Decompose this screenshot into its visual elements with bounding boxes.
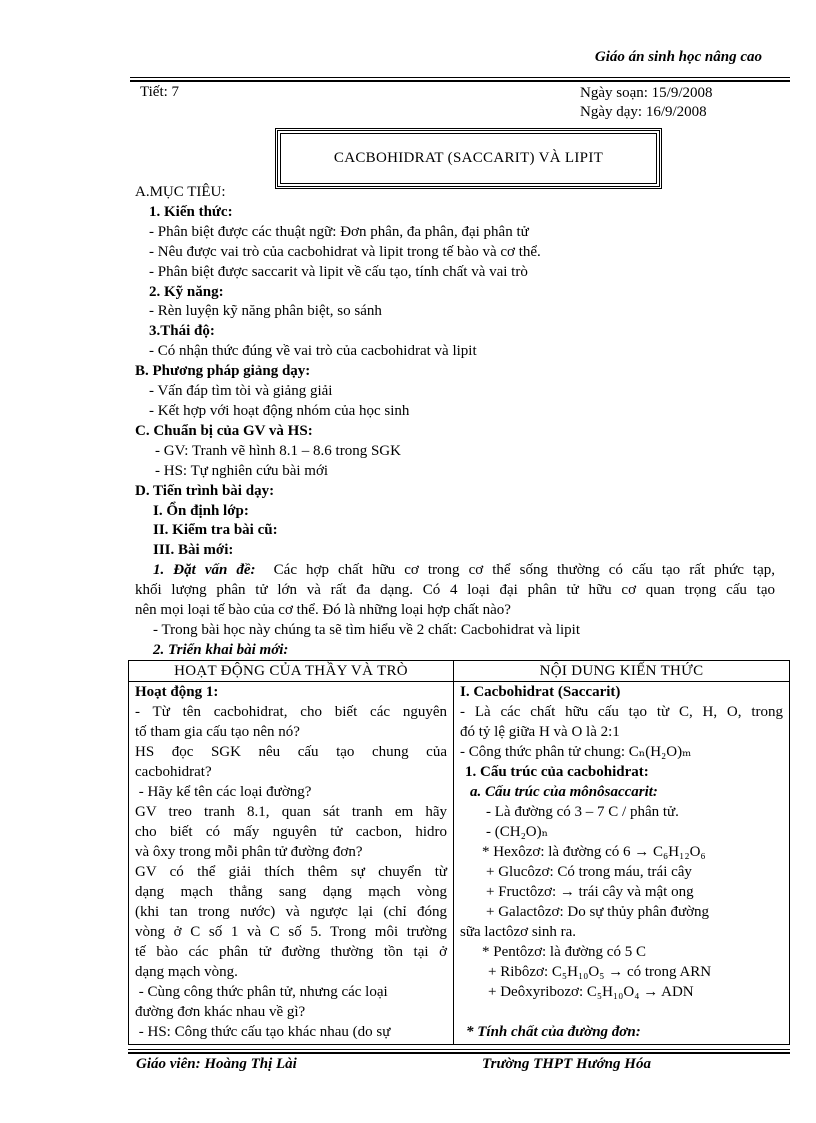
list-item: - Nêu được vai trò của cacbohidrat và lipit trong tế bào và cơ thể. — [149, 243, 541, 260]
document-header-title: Giáo án sinh học nâng cao — [594, 49, 762, 65]
content-line: * Pentôzơ: là đường có 5 C — [482, 944, 646, 960]
section-a-heading: A.MỤC TIÊU: — [135, 184, 226, 200]
section-d2: II. Kiểm tra bài cũ: — [153, 522, 278, 539]
header-divider — [130, 77, 790, 82]
problem-statement-line: nên mọi loại tế bào của cơ thể. Đó là những loại hợp chất nào? — [135, 602, 511, 619]
activity-line: cho biết có mấy nguyên tử cacbon, hidro — [135, 824, 447, 840]
teach-date: Ngày dạy: 16/9/2008 — [580, 104, 707, 120]
list-item: - Phân biệt được các thuật ngữ: Đơn phân, đa phân, đại phân tử — [149, 223, 529, 240]
content-line: - Là các chất hữu cấu tạo từ C, H, O, trong — [460, 704, 783, 720]
list-item: - Phân biệt được saccarit và lipit về cấu tạo, tính chất và vai trò — [149, 263, 528, 280]
column-header-activities: HOẠT ĐỘNG CỦA THẦY VÀ TRÒ — [129, 661, 454, 682]
section-d1: I. Ổn định lớp: — [153, 502, 249, 519]
list-item: - HS: Tự nghiên cứu bài mới — [155, 462, 329, 479]
activity-heading: Hoạt động 1: — [135, 684, 219, 700]
list-item: - Rèn luyện kỹ năng phân biệt, so sánh — [149, 303, 382, 320]
content-line: đó tỷ lệ giữa H và O là 2:1 — [460, 724, 620, 740]
content-cell — [454, 682, 790, 1045]
problem-statement-label: 1. Đặt vấn đề: — [153, 562, 256, 579]
activities-cell — [129, 682, 454, 1045]
activity-line: và ôxy trong mỗi phân tử đường đơn? — [135, 844, 363, 860]
problem-statement-line: khối lượng phân tử lớn và rất đa dạng. Có 4 loại đại phân tử hữu cơ quan trọng cấu tạo — [135, 582, 775, 599]
content-line: * Hexôzơ: là đường có 6 → C₆H₁₂O₆ — [482, 844, 706, 860]
content-line: + Ribôzơ: C₅H₁₀O₅ → có trong ARN — [488, 964, 712, 980]
column-header-content: NỘI DUNG KIẾN THỨC — [454, 661, 790, 682]
activity-line: vòng ở C số 1 và C số 5. Trong môi trường — [135, 924, 447, 940]
content-subheading: a. Cấu trúc của mônôsaccarit: — [470, 784, 658, 800]
list-item: - Vấn đáp tìm tòi và giảng giải — [149, 383, 333, 400]
prep-date: Ngày soạn: 15/9/2008 — [580, 85, 713, 101]
activity-line: dạng mạch thẳng sang dạng mạch vòng — [135, 884, 447, 900]
footer-school: Trường THPT Hướng Hóa — [482, 1056, 651, 1072]
content-subheading: 1. Cấu trúc của cacbohidrat: — [465, 764, 649, 780]
activity-line: - HS: Công thức cấu tạo khác nhau (do sự — [135, 1024, 391, 1040]
activity-line: tố tham gia cấu tạo nên nó? — [135, 724, 300, 740]
footer-teacher: Giáo viên: Hoàng Thị Lài — [136, 1056, 297, 1072]
list-item: - Có nhận thức đúng về vai trò của cacbohidrat và lipit — [149, 343, 477, 360]
section-a3-heading: 3.Thái độ: — [149, 323, 215, 340]
section-b-heading: B. Phương pháp giảng dạy: — [135, 363, 311, 380]
lesson-number: Tiết: 7 — [140, 84, 180, 100]
content-line: + Deôxyribozơ: C₅H₁₀O₄ → ADN — [488, 984, 694, 1000]
blank-line — [460, 1002, 783, 1022]
section-a1-heading: 1. Kiến thức: — [149, 203, 233, 220]
section-c-heading: C. Chuẩn bị của GV và HS: — [135, 422, 313, 439]
content-line: + Glucôzơ: Có trong máu, trái cây — [486, 864, 692, 880]
activity-line: tế bào các phân tử đường thường tồn tại ở — [135, 944, 447, 960]
activity-line: (khi tan trong nước) và ngược lại (chỉ đóng — [135, 904, 447, 920]
deploy-heading: 2. Triển khai bài mới: — [153, 641, 289, 658]
activity-line: - Từ tên cacbohidrat, cho biết các nguyên — [135, 704, 447, 720]
activity-line: đường đơn khác nhau về gì? — [135, 1004, 306, 1020]
content-line: - Công thức phân tử chung: Cₙ(H₂O)ₘ — [460, 744, 692, 760]
activity-table — [128, 660, 790, 1045]
page-title: CACBOHIDRAT (SACCARIT) VÀ LIPIT — [333, 150, 604, 166]
content-line: - (CH₂O)ₙ — [486, 824, 549, 840]
activity-line: GV treo tranh 8.1, quan sát tranh em hãy — [135, 804, 447, 820]
content-subheading: * Tính chất của đường đơn: — [466, 1024, 641, 1040]
list-item: - Kết hợp với hoạt động nhóm của học sinh — [149, 402, 410, 419]
problem-statement-line — [135, 561, 775, 581]
intro-line: - Trong bài học này chúng ta sẽ tìm hiểu về 2 chất: Cacbohidrat và lipit — [153, 621, 580, 638]
content-line: - Là đường có 3 – 7 C / phân tử. — [486, 804, 679, 820]
dates — [580, 84, 713, 122]
activity-line: - Cùng công thức phân tử, nhưng các loại — [135, 984, 388, 1000]
list-item: - GV: Tranh vẽ hình 8.1 – 8.6 trong SGK — [155, 442, 401, 459]
title-box — [275, 128, 662, 189]
activity-line: cacbohidrat? — [135, 764, 212, 780]
content-line: sữa lactôzơ sinh ra. — [460, 924, 577, 940]
content-line: + Fructôzơ: → trái cây và mật ong — [486, 884, 694, 900]
lesson-body — [135, 183, 775, 661]
activity-line: GV có thể giải thích thêm sự chuyển từ — [135, 864, 447, 880]
activity-line: - Hãy kể tên các loại đường? — [135, 784, 312, 800]
problem-text: Các hợp chất hữu cơ trong cơ thể sống thường có cấu tạo rất phức tạp, — [273, 562, 776, 579]
section-a2-heading: 2. Kỹ năng: — [149, 283, 224, 300]
activity-line: dạng mạch vòng. — [135, 964, 238, 980]
content-line: + Galactôzơ: Do sự thủy phân đường — [486, 904, 710, 920]
activity-line: HS đọc SGK nêu cấu tạo chung của — [135, 744, 447, 760]
footer-divider — [128, 1049, 790, 1054]
section-d3: III. Bài mới: — [153, 542, 234, 559]
section-d-heading: D. Tiến trình bài dạy: — [135, 482, 275, 499]
content-heading: I. Cacbohidrat (Saccarit) — [460, 684, 621, 700]
